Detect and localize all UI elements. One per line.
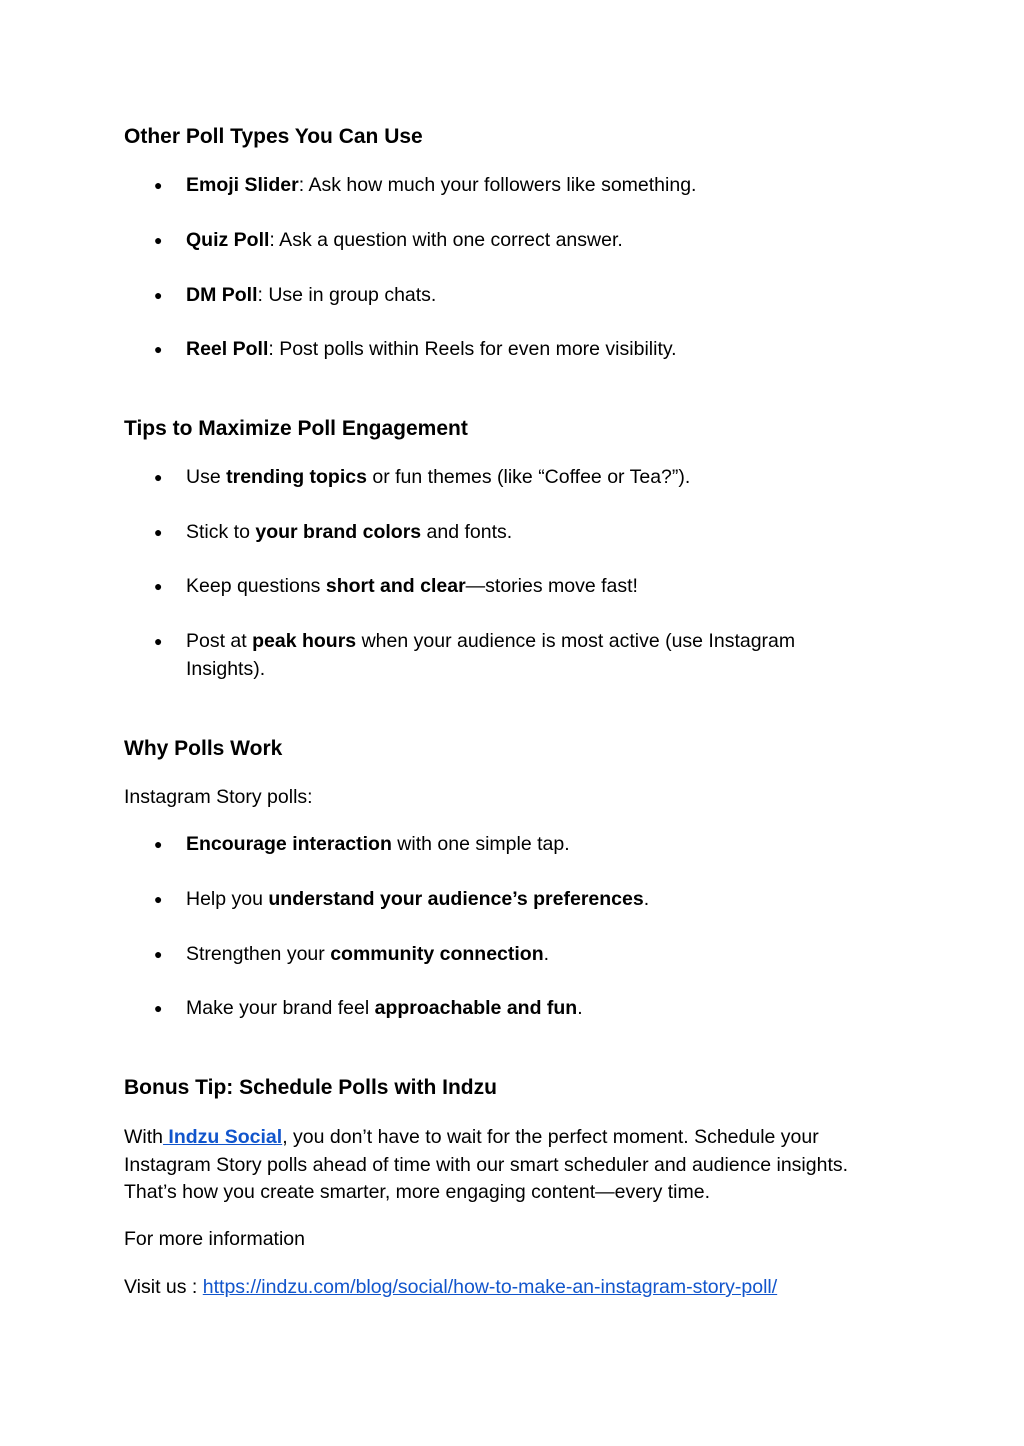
bullet-icon: ●	[154, 341, 163, 357]
bullet-icon: ●	[154, 578, 163, 594]
list-item-text: Quiz Poll: Ask a question with one correct answer.	[186, 229, 623, 251]
list-item-text: Keep questions short and clear—stories move fast!	[186, 575, 638, 597]
bullet-icon: ●	[154, 836, 163, 852]
list-item-text: Encourage interaction with one simple tap.	[186, 833, 570, 855]
list-item-text: Emoji Slider: Ask how much your followers like something.	[186, 174, 697, 196]
bullet-icon: ●	[154, 232, 163, 248]
bullet-icon: ●	[154, 946, 163, 962]
list-item-text: Stick to your brand colors and fonts.	[186, 521, 513, 543]
bullet-icon: ●	[154, 633, 163, 649]
bonus-tip-paragraph: With Indzu Social, you don’t have to wait for the perfect moment. Schedule your Instagram Story polls ahead of time with our smart scheduler and audience insights. That’s how you create smarter, more engaging content—every time.	[124, 1126, 849, 1203]
section-intro: Instagram Story polls:	[124, 786, 313, 808]
section-heading-bonus-tip: Bonus Tip: Schedule Polls with Indzu	[124, 1076, 497, 1099]
bullet-icon: ●	[154, 287, 163, 303]
section-heading-why-polls-work: Why Polls Work	[124, 737, 283, 760]
bullet-icon: ●	[154, 524, 163, 540]
bullet-icon: ●	[154, 891, 163, 907]
list-item-text: Post at peak hours when your audience is most active (use Instagram Insights).	[186, 630, 796, 680]
indzu-social-link[interactable]: Indzu Social	[163, 1126, 283, 1148]
bullet-icon: ●	[154, 469, 163, 485]
bullet-icon: ●	[154, 1000, 163, 1016]
list-item-text: Strengthen your community connection.	[186, 943, 550, 965]
list-item-text: Reel Poll: Post polls within Reels for even more visibility.	[186, 338, 677, 360]
section-heading-other-poll-types: Other Poll Types You Can Use	[124, 125, 423, 148]
more-info-text: For more information	[124, 1228, 305, 1250]
bullet-icon: ●	[154, 177, 163, 193]
list-item-text: Use trending topics or fun themes (like “Coffee or Tea?”).	[186, 466, 691, 488]
visit-us-line: Visit us : https://indzu.com/blog/social/how-to-make-an-instagram-story-poll/	[124, 1276, 778, 1298]
list-item-text: Help you understand your audience’s preferences.	[186, 888, 650, 910]
blog-url-link[interactable]: https://indzu.com/blog/social/how-to-make-an-instagram-story-poll/	[202, 1276, 778, 1298]
list-item-text: Make your brand feel approachable and fun.	[186, 997, 583, 1019]
section-heading-tips: Tips to Maximize Poll Engagement	[124, 417, 468, 440]
list-item-text: DM Poll: Use in group chats.	[186, 284, 437, 306]
